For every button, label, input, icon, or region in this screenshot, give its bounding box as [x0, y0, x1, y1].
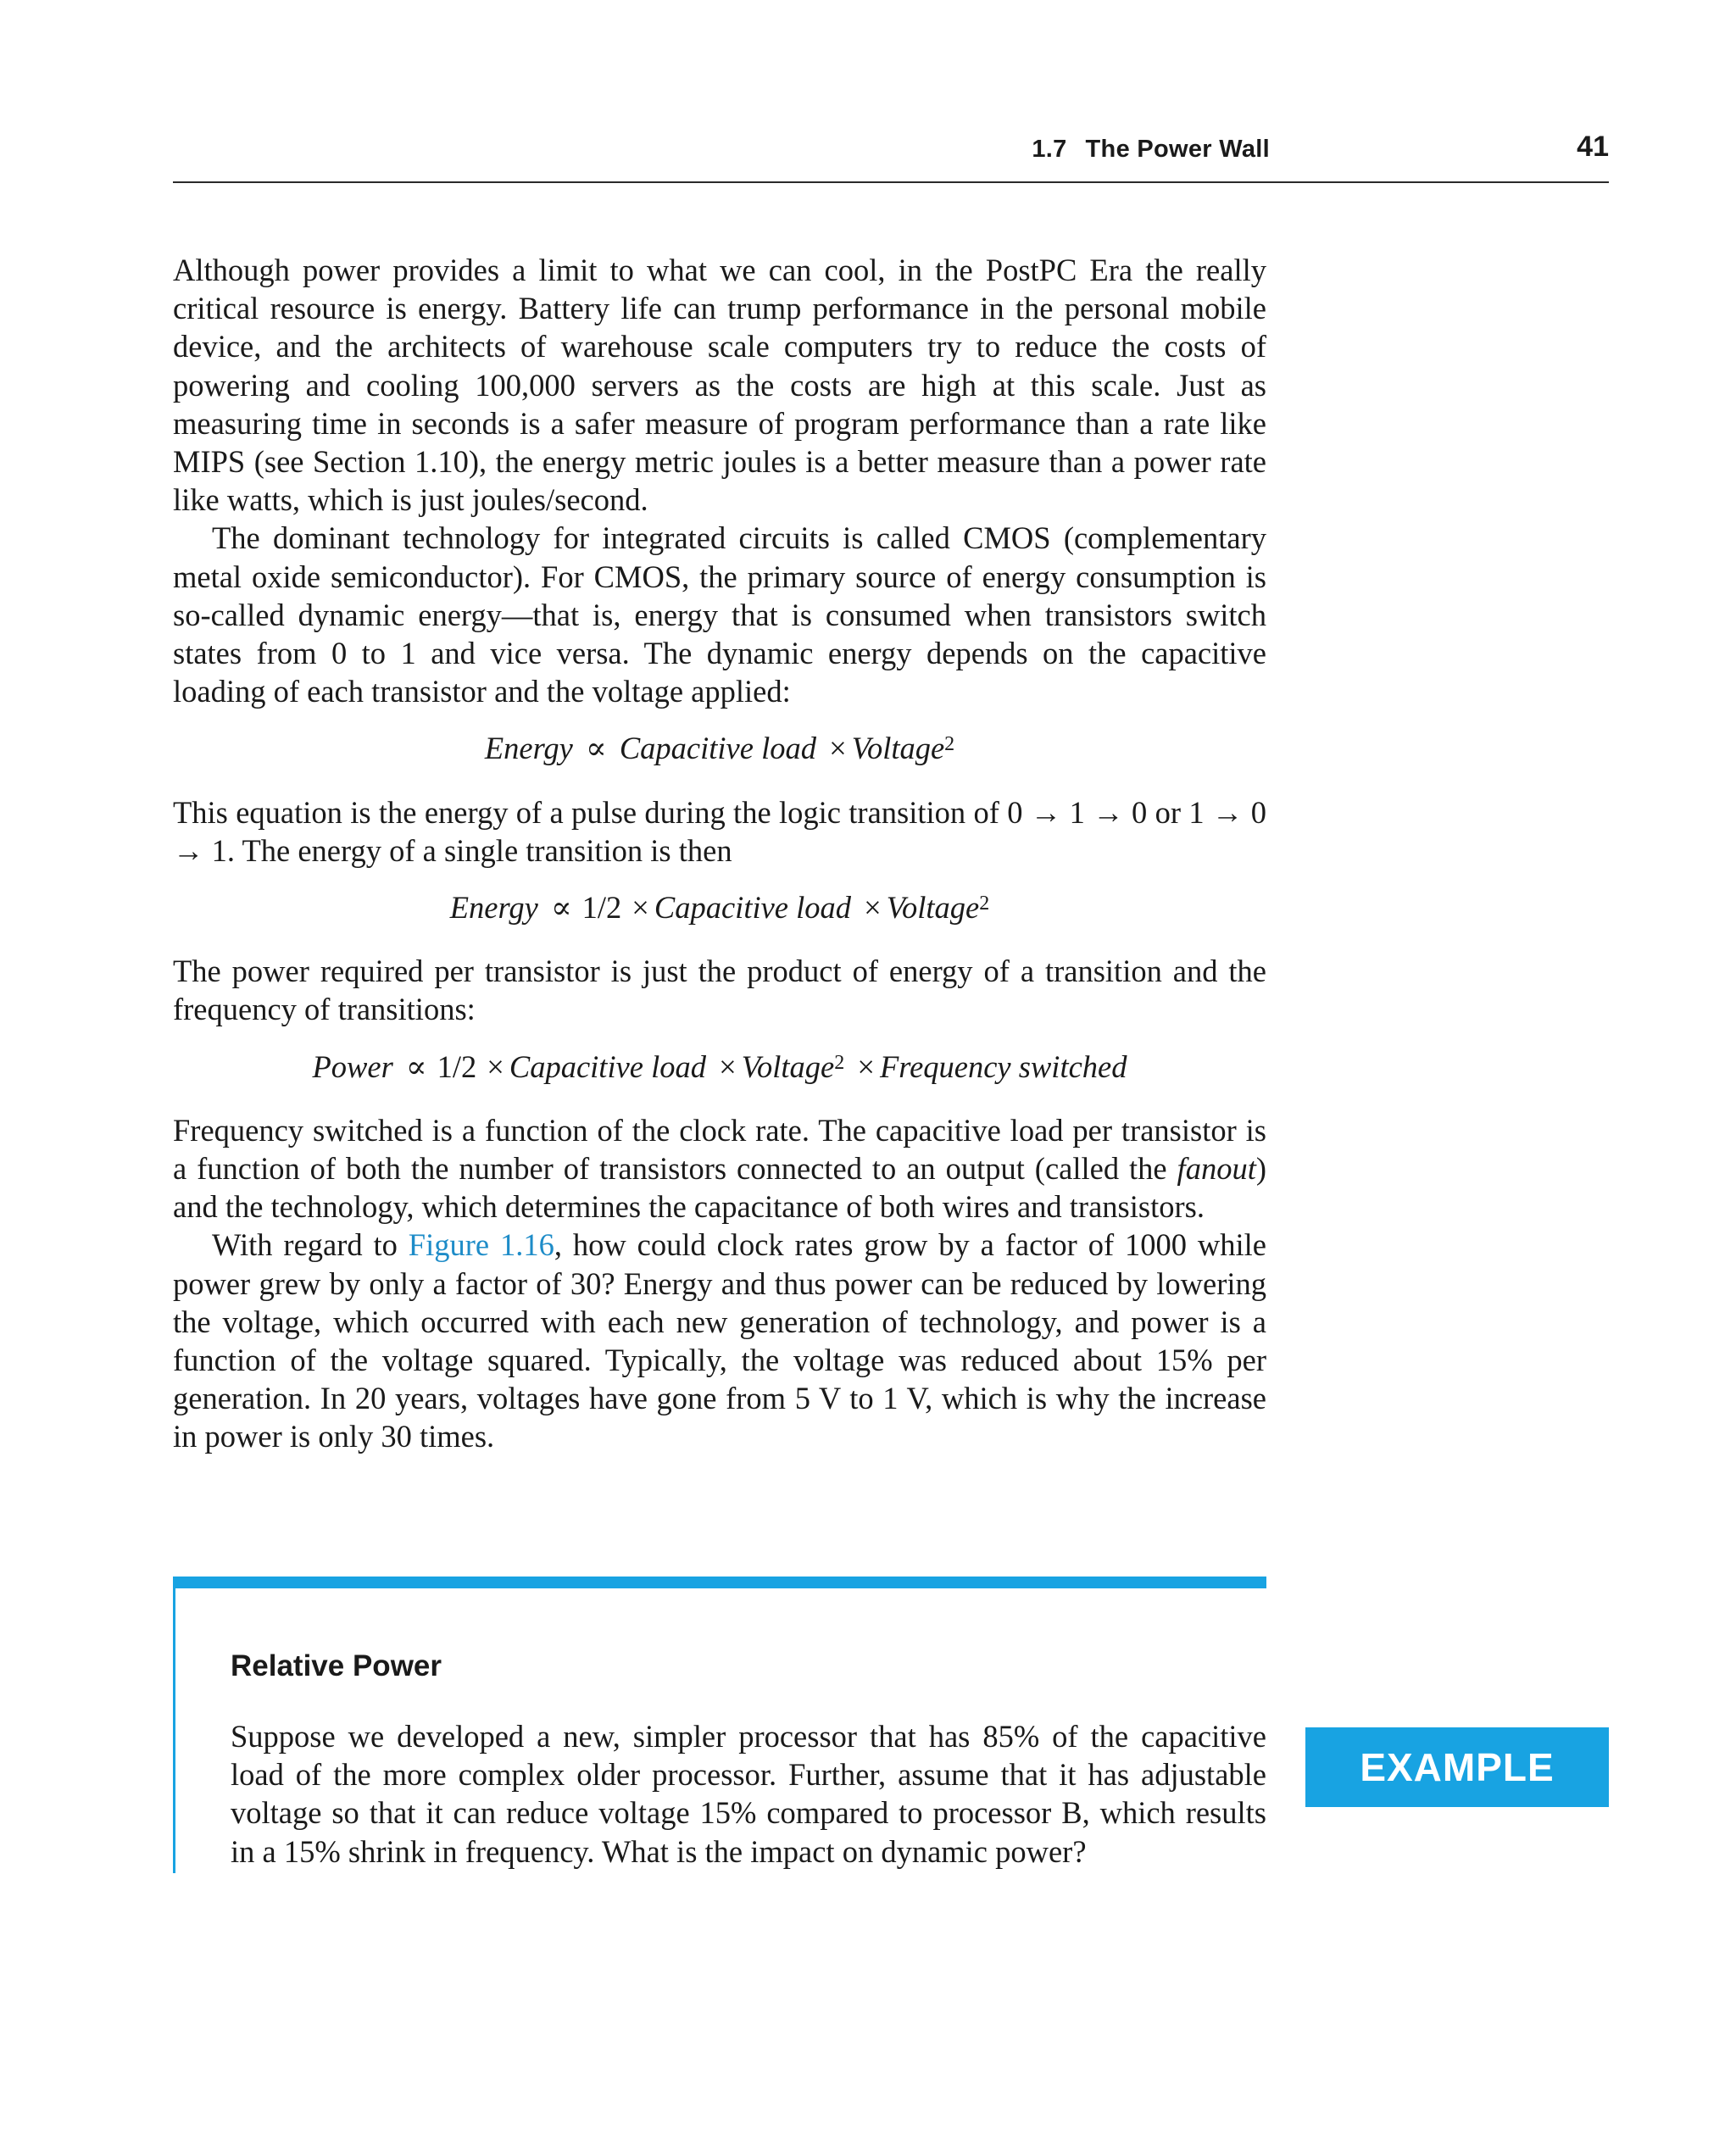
section-heading [1032, 136, 1270, 164]
paragraph-6-b: , how could clock rates grow by a factor of 1000 while power grew by only a factor of 30? Energy and thus power can be reduced by lowering the voltage, which occurred with each new generation of technology, and power is a function of the voltage squared. Typically, the voltage was reduced about 15% per generation. In 20 years, voltages have gone from 5 V to 1 V, which is why the increase in power is only 30 times. [173, 1227, 1266, 1454]
eq3-sup: 2 [834, 1051, 845, 1074]
eq2-prop: ∝ [550, 890, 572, 926]
example-heading: Relative Power [231, 1649, 442, 1682]
eq1-times: × [829, 731, 847, 766]
eq3-times1: × [719, 1048, 737, 1084]
eq1-prop: ∝ [586, 731, 607, 766]
section-number: 1.7 [1032, 136, 1067, 163]
eq2-half: 1/2 [581, 890, 622, 926]
running-header [173, 127, 1609, 183]
paragraph-2: The dominant technology for integrated circuits is called CMOS (complementary metal oxide semiconductor). For CMOS, the primary source of energy consumption is so-called dynamic energy—that is, energy that is consumed when transistors switch states from 0 to 1 and vice versa. The dynamic energy depends on the capacitive loading of each transistor and the voltage applied: [173, 520, 1266, 709]
section-title: The Power Wall [1085, 136, 1270, 163]
equation-power [173, 1048, 1266, 1086]
paragraph-5 [173, 1111, 1266, 1226]
figure-1-16-link[interactable]: Figure 1.16 [408, 1227, 554, 1263]
paragraph-4: The power required per transistor is just the product of energy of a transition and the frequency of transitions: [173, 954, 1266, 1027]
eq1-term1: Capacitive load [619, 731, 816, 766]
eq2-times1: × [864, 890, 882, 926]
eq2-sup: 2 [979, 893, 990, 915]
fanout-term: fanout [1177, 1151, 1256, 1187]
example-badge: EXAMPLE [1305, 1727, 1609, 1807]
paragraph-3: This equation is the energy of a pulse during the logic transition of 0 → 1 → 0 or 1 → 0 → 1. The energy of a single transition is then [173, 794, 1266, 868]
eq2-times0: × [632, 890, 649, 926]
eq1-term2: Voltage [851, 731, 945, 766]
eq3-term3: Frequency switched [879, 1048, 1127, 1084]
paragraph-6-a: With regard to [212, 1227, 409, 1263]
equation-energy-transition [173, 888, 1266, 926]
example-top-bar [173, 1577, 1266, 1588]
eq3-times0: × [487, 1048, 504, 1084]
eq1-lhs: Energy [484, 731, 573, 766]
eq2-lhs: Energy [449, 890, 538, 926]
eq3-half: 1/2 [437, 1048, 477, 1084]
paragraph-5-b: ) and the technology, which determines the capacitance of both wires and transistors. [173, 1151, 1266, 1225]
paragraph-1: Although power provides a limit to what we can cool, in the PostPC Era the really critical resource is energy. Battery life can trump performance in the personal mobile device, and the architects of warehouse scale computers try to reduce the costs of powering and cooling 100,000 servers as the costs are high at this scale. Just as measuring time in seconds is a safer measure of program performance than a rate like MIPS (see Section 1.10), the energy metric joules is a better measure than a power rate like watts, which is just joules/second. [173, 253, 1266, 518]
paragraph-6 [173, 1226, 1266, 1455]
eq2-term2: Voltage [886, 890, 980, 926]
equation-energy-pulse [173, 729, 1266, 767]
body-text [173, 251, 1266, 1456]
eq3-term1: Capacitive load [509, 1048, 707, 1084]
page-number: 41 [1577, 131, 1609, 163]
eq3-term2: Voltage [741, 1048, 835, 1084]
eq3-lhs: Power [312, 1048, 393, 1084]
paragraph-5-a: Frequency switched is a function of the clock rate. The capacitive load per transistor is a function of both the number of transistors connected to an output (called the [173, 1112, 1266, 1187]
eq3-prop: ∝ [405, 1048, 427, 1084]
eq3-times2: × [857, 1048, 875, 1084]
eq1-sup: 2 [944, 733, 955, 756]
example-left-rule [173, 1588, 175, 1873]
eq2-term1: Capacitive load [654, 890, 852, 926]
example-text: Suppose we developed a new, simpler processor that has 85% of the capacitive load of the more complex older processor. Further, assume that it has adjustable voltage so that it can reduce voltage 15% compared to processor B, which results in a 15% shrink in frequency. What is the impact on dynamic power? [231, 1719, 1266, 1869]
